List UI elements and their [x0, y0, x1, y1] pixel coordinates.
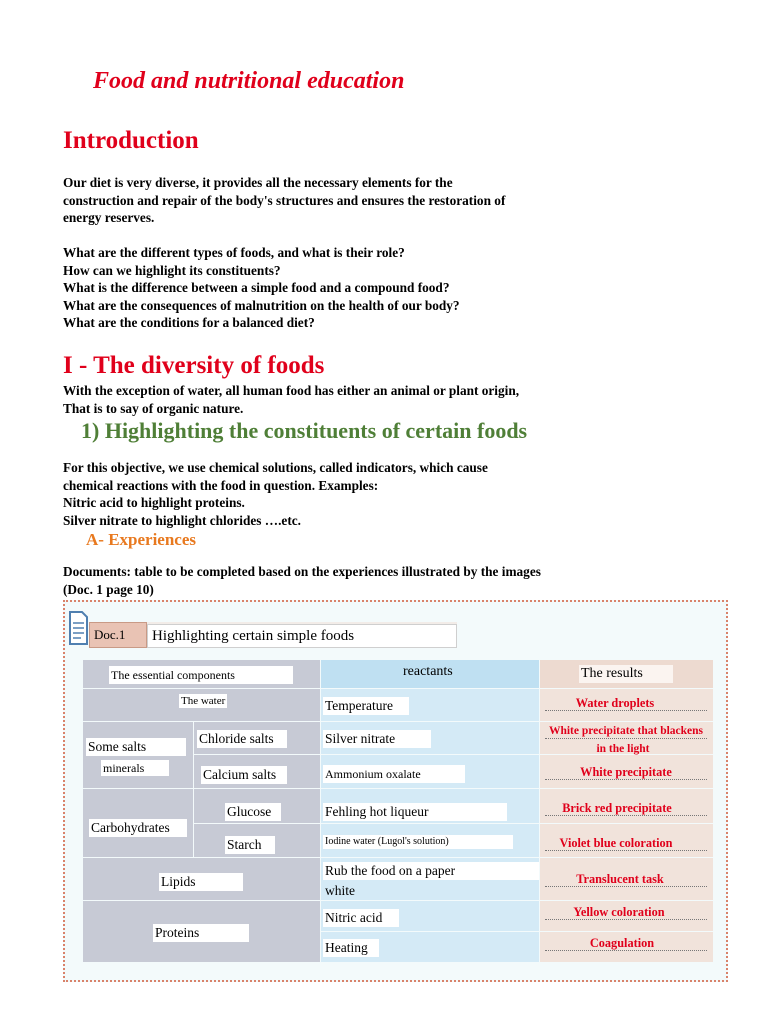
reactant-rub-line2: white	[325, 883, 355, 898]
header-components: The essential components	[109, 666, 293, 684]
doc-figure	[63, 600, 728, 982]
intro-questions	[63, 244, 460, 332]
question-line: How can we highlight its constituents?	[63, 262, 281, 278]
answer-line	[545, 886, 707, 887]
results-table	[83, 660, 713, 962]
header-results: The results	[579, 665, 673, 683]
reactant-ammonium-oxalate: Ammonium oxalate	[323, 765, 465, 783]
question-line: What is the difference between a simple food and a compound food?	[63, 280, 450, 296]
reactant-temperature: Temperature	[323, 697, 409, 715]
introduction-heading: Introduction	[63, 127, 199, 154]
answer-line	[545, 950, 707, 951]
result-translucent: Translucent task	[576, 872, 664, 886]
label-chloride-salts: Chloride salts	[197, 730, 287, 748]
result-white-precip-blackens-2: in the light	[596, 743, 650, 755]
section-line: With the exception of water, all human food has either an animal or plant origin,	[63, 383, 520, 398]
label-proteins: Proteins	[153, 924, 249, 942]
result-yellow: Yellow coloration	[573, 905, 665, 919]
reactant-nitric-acid: Nitric acid	[323, 909, 399, 927]
answer-line	[545, 779, 707, 780]
result-coagulation: Coagulation	[589, 936, 655, 950]
reactant-rub-line1: Rub the food on a paper	[323, 862, 539, 880]
section-paragraph	[63, 382, 519, 417]
doc-caption: Highlighting certain simple foods	[147, 624, 457, 648]
label-starch: Starch	[225, 836, 275, 854]
documents-line: Documents: table to be completed based on the experiences illustrated by the images	[63, 564, 541, 579]
label-calcium-salts: Calcium salts	[201, 766, 287, 784]
answer-line	[545, 919, 707, 920]
label-lipids: Lipids	[159, 873, 243, 891]
question-line: What are the conditions for a balanced diet?	[63, 315, 315, 331]
intro-paragraph	[63, 174, 505, 227]
answer-line	[545, 815, 707, 816]
intro-line: construction and repair of the body's structures and ensures the restoration of	[63, 192, 506, 208]
result-brick-red: Brick red precipitate	[562, 801, 672, 815]
documents-paragraph	[63, 563, 541, 598]
subsection-paragraph	[63, 459, 488, 529]
result-violet-blue: Violet blue coloration	[559, 836, 673, 850]
doc-tab: Doc.1	[89, 622, 147, 648]
subsection-heading: 1) Highlighting the constituents of certain foods	[81, 418, 528, 443]
label-carbohydrates: Carbohydrates	[89, 819, 187, 837]
experiences-heading: A- Experiences	[86, 530, 197, 549]
subsection-line: Nitric acid to highlight proteins.	[63, 495, 245, 511]
documents-line: (Doc. 1 page 10)	[63, 581, 154, 597]
question-line: What are the different types of foods, and what is their role?	[63, 245, 405, 260]
intro-line: Our diet is very diverse, it provides all the necessary elements for the	[63, 175, 453, 190]
reactant-fehling: Fehling hot liqueur	[323, 803, 507, 821]
section-heading: I - The diversity of foods	[63, 352, 325, 379]
subsection-line: Silver nitrate to highlight chlorides ….etc.	[63, 512, 301, 528]
header-reactants: reactants	[403, 664, 453, 679]
label-some-salts: Some salts	[86, 738, 186, 756]
subsection-line: chemical reactions with the food in question. Examples:	[63, 477, 379, 493]
reactant-heating: Heating	[323, 939, 379, 957]
section-line: That is to say of organic nature.	[63, 400, 244, 416]
question-line: What are the consequences of malnutrition on the health of our body?	[63, 297, 460, 313]
answer-line	[545, 738, 707, 739]
answer-line	[545, 710, 707, 711]
result-white-precipitate: White precipitate	[580, 765, 672, 779]
subsection-line: For this objective, we use chemical solutions, called indicators, which cause	[63, 460, 488, 475]
reactant-iodine: Iodine water (Lugol's solution)	[323, 835, 513, 849]
result-water-droplets: Water droplets	[575, 696, 655, 710]
page-title: Food and nutritional education	[93, 68, 405, 94]
answer-line	[545, 850, 707, 851]
label-water: The water	[181, 695, 226, 707]
label-glucose: Glucose	[225, 803, 281, 821]
document-icon	[67, 610, 89, 646]
reactant-silver-nitrate: Silver nitrate	[323, 730, 431, 748]
label-minerals: minerals	[101, 760, 169, 776]
result-white-precip-blackens-1: White precipitate that blackens	[548, 725, 704, 737]
intro-line: energy reserves.	[63, 210, 155, 226]
